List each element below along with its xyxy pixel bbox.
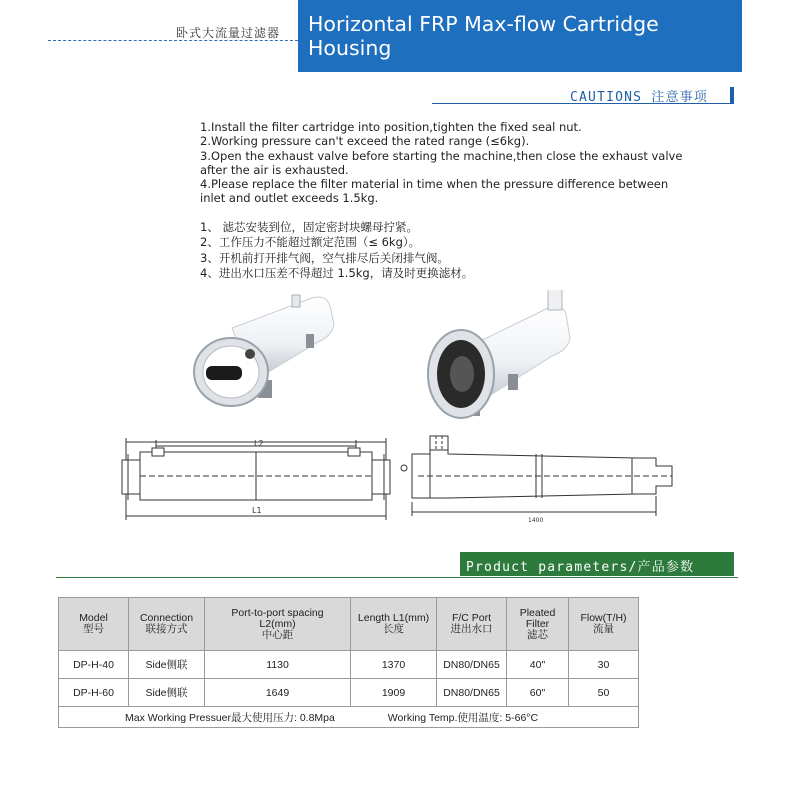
table-row xyxy=(59,679,639,707)
caution-en-line: 3.Open the exhaust valve before starting the machine,then close the exhaust valve xyxy=(200,148,683,163)
cell-length: 1909 xyxy=(351,679,437,707)
header-filter: Pleated Filter 滤芯 xyxy=(507,598,569,651)
params-rule xyxy=(56,577,738,578)
header-flow: Flow(T/H) 流量 xyxy=(569,598,639,651)
header-model: Model 型号 xyxy=(59,598,129,651)
caution-en-line: 2.Working pressure can't exceed the rated range (≤6kg). xyxy=(200,134,530,149)
cell-connection: Side侧联 xyxy=(129,679,205,707)
caution-cn-line: 4、进出水口压差不得超过 1.5kg，请及时更换滤材。 xyxy=(200,266,474,281)
chinese-subtitle: 卧式大流量过滤器 xyxy=(176,26,281,40)
cell-port: DN80/DN65 xyxy=(437,679,507,707)
caution-en-line: 1.Install the filter cartridge into position,tighten the fixed seal nut. xyxy=(200,120,582,134)
cell-flow: 30 xyxy=(569,651,639,679)
housing-photo-right xyxy=(428,290,570,418)
page-title xyxy=(308,12,659,60)
dimension-l2: L2 xyxy=(254,439,264,448)
caution-en-line: after the air is exhausted. xyxy=(200,162,349,177)
header-port: F/C Port 进出水口 xyxy=(437,598,507,651)
cell-model: DP-H-60 xyxy=(59,679,129,707)
header-connection: Connection 联接方式 xyxy=(129,598,205,651)
product-illustrations xyxy=(0,290,790,540)
cautions-english xyxy=(200,120,740,206)
header-rule xyxy=(48,40,298,41)
table-header-row xyxy=(59,598,639,651)
cell-port-spacing: 1130 xyxy=(205,651,351,679)
cell-connection: Side侧联 xyxy=(129,651,205,679)
cell-flow: 50 xyxy=(569,679,639,707)
caution-cn-line: 3、开机前打开排气阀，空气排尽后关闭排气阀。 xyxy=(200,250,449,265)
params-heading: Product parameters/产品参数 xyxy=(466,560,695,575)
table-row xyxy=(59,651,639,679)
cautions-chinese xyxy=(200,220,740,282)
table-footer xyxy=(59,707,639,728)
title-line-2: Housing xyxy=(308,36,392,60)
dimension-length: 1400 xyxy=(528,517,544,524)
cell-model: DP-H-40 xyxy=(59,651,129,679)
title-line-1: Horizontal FRP Max-flow Cartridge xyxy=(308,12,659,36)
cell-port-spacing: 1649 xyxy=(205,679,351,707)
caution-cn-line: 2、工作压力不能超过额定范围（≤ 6kg）。 xyxy=(200,235,421,250)
cell-port: DN80/DN65 xyxy=(437,651,507,679)
header-port-spacing: Port-to-port spacing L2(mm) 中心距 xyxy=(205,598,351,651)
header-length: Length L1(mm) 长度 xyxy=(351,598,437,651)
cautions-rule xyxy=(432,103,734,104)
working-temp-note: Working Temp.使用温度: 5-66°C xyxy=(387,711,539,724)
params-table xyxy=(58,597,639,728)
drawing-right xyxy=(401,436,672,516)
cell-filter: 40" xyxy=(507,651,569,679)
cell-filter: 60" xyxy=(507,679,569,707)
cautions-heading: CAUTIONS 注意事项 xyxy=(570,90,709,105)
housing-photo-left xyxy=(194,295,334,406)
dimension-l1: L1 xyxy=(252,506,262,515)
max-pressure-note: Max Working Pressuer最大使用压力: 0.8Mpa xyxy=(125,711,335,724)
cell-length: 1370 xyxy=(351,651,437,679)
caution-en-line: inlet and outlet exceeds 1.5kg. xyxy=(200,191,379,206)
table-footer-row xyxy=(59,707,639,728)
caution-en-line: 4.Please replace the filter material in time when the pressure difference between xyxy=(200,177,669,192)
cautions-tick xyxy=(730,87,734,104)
caution-cn-line: 1、 滤芯安装到位，固定密封块螺母拧紧。 xyxy=(200,220,418,234)
